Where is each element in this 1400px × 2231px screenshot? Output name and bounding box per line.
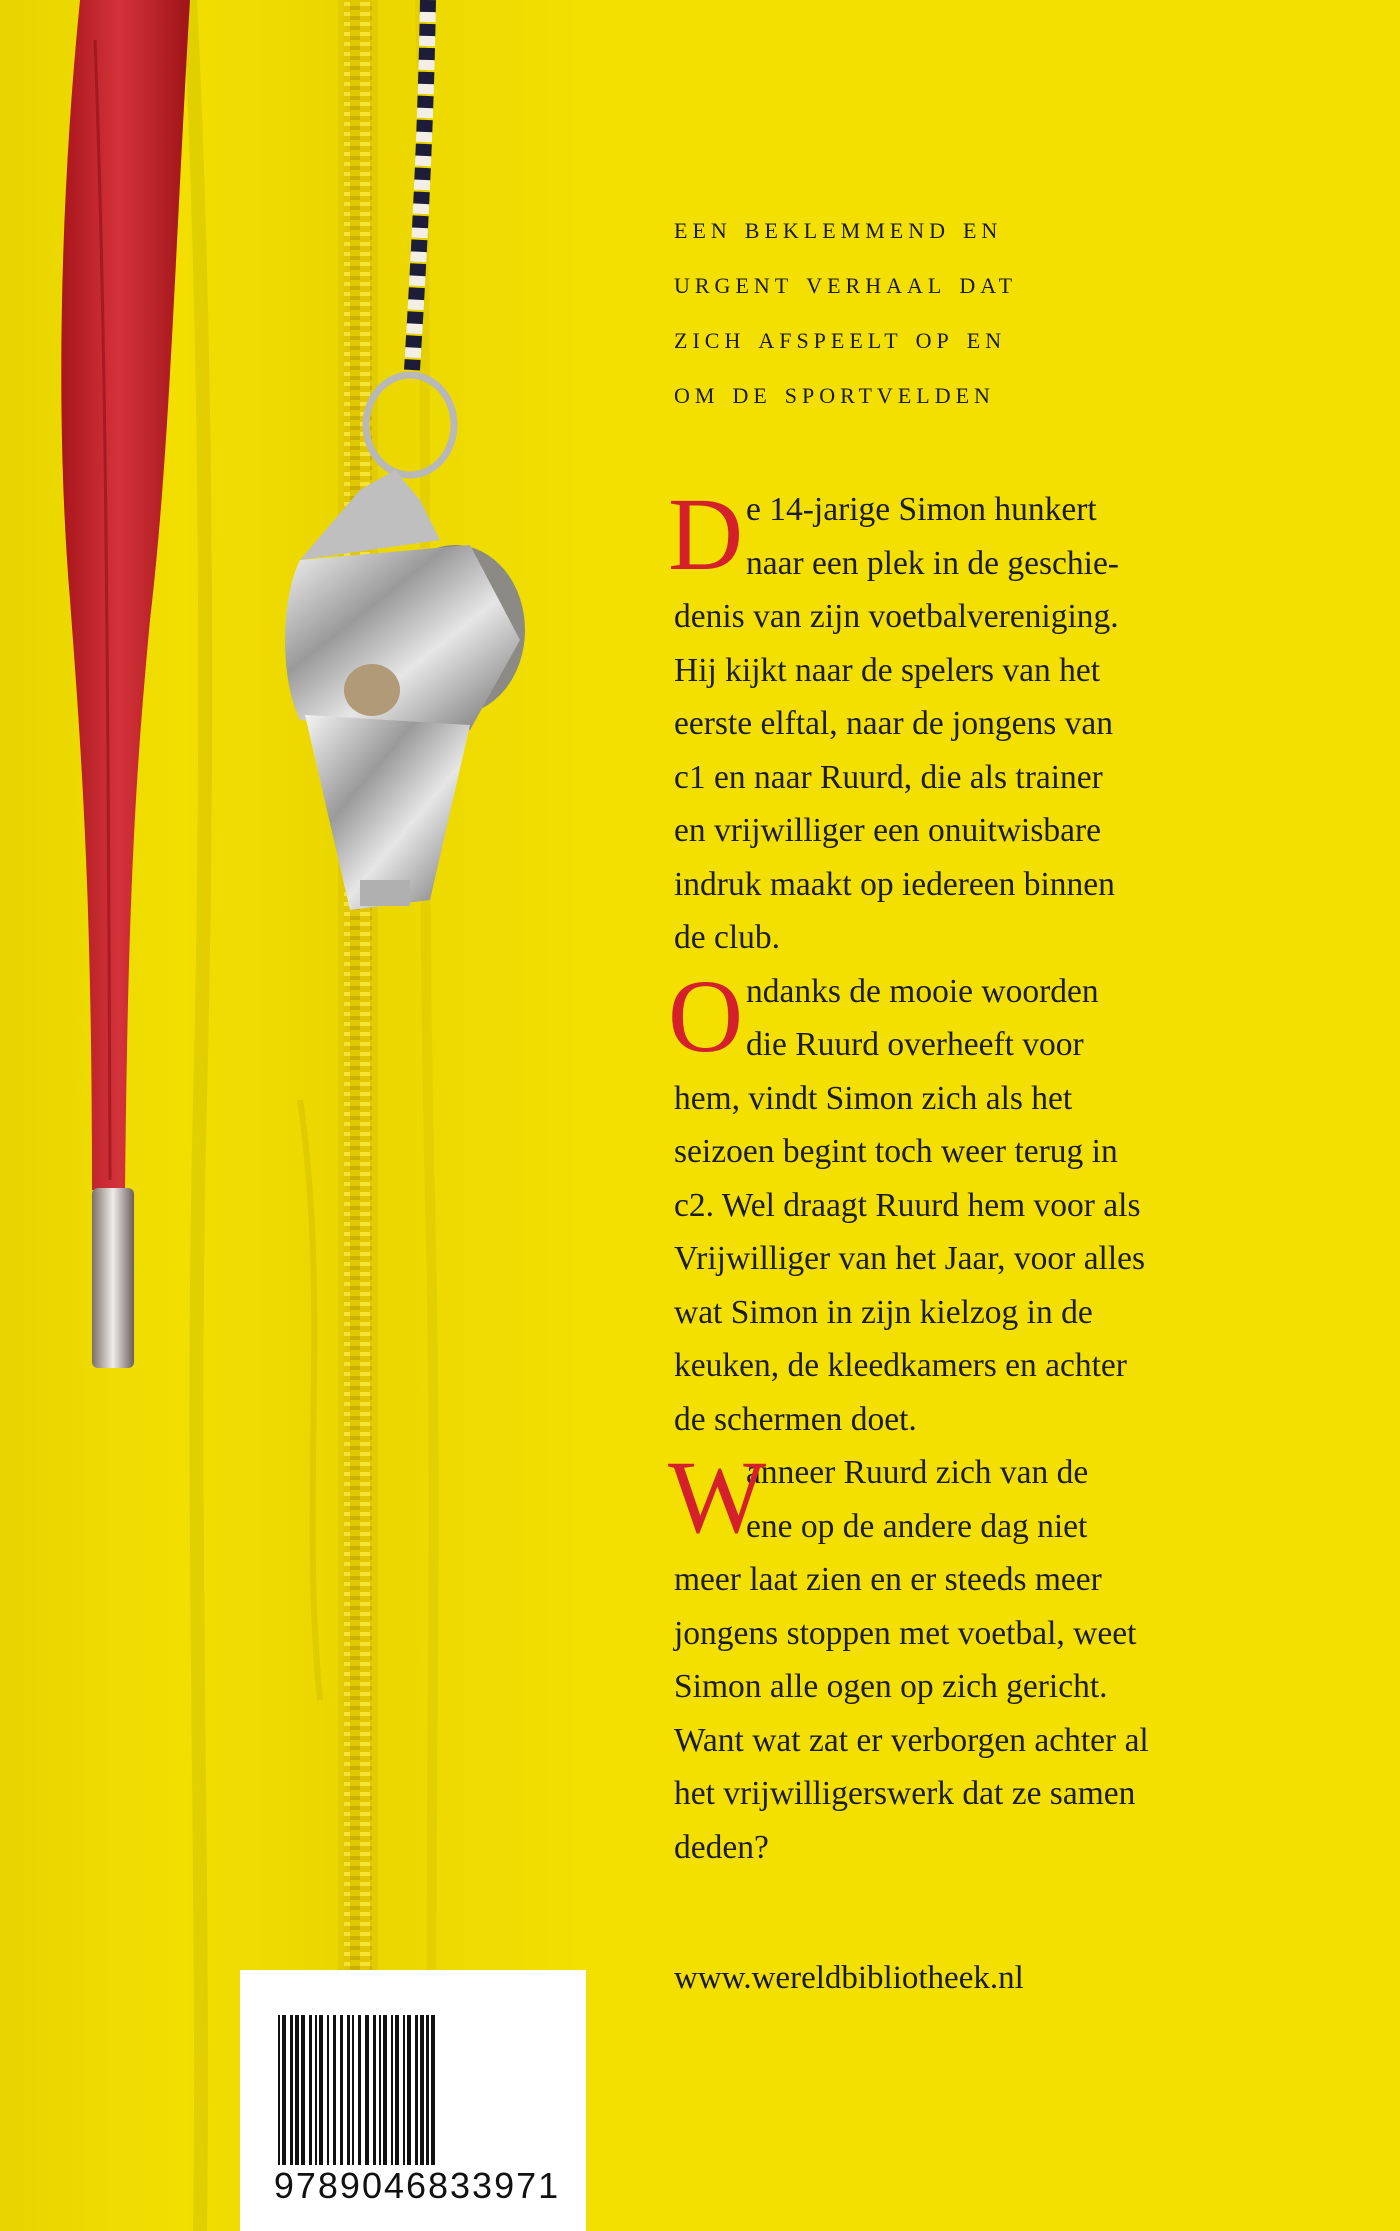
blurb-paragraph (668, 477, 1234, 965)
barcode-bar (407, 2015, 411, 2165)
blurb-line: keuken, de kleedkamers en achter (674, 1347, 1127, 1384)
blurb-line: Hij kijkt naar de spelers van het (674, 651, 1101, 689)
blurb-line: c1 en naar Ruurd, die als trainer (674, 758, 1103, 796)
drop-cap: W (668, 1440, 767, 1555)
barcode-bar (358, 2015, 361, 2165)
tagline-line: zich afspeelt op en (674, 319, 1007, 355)
barcode-bar (278, 2015, 280, 2165)
barcode-bar (379, 2015, 381, 2165)
cover-photo (0, 0, 588, 2231)
blurb-line: Simon alle ogen op zich gericht. (674, 1668, 1108, 1705)
barcode-bar (420, 2015, 424, 2165)
barcode-bar (301, 2015, 305, 2165)
photo-illustration (0, 0, 588, 2231)
blurb-line: meer laat zien en er steeds meer (674, 1561, 1102, 1598)
blurb-line: eerste elftal, naar de jongens van (674, 705, 1114, 742)
barcode-bar (327, 2015, 329, 2165)
barcode-bar (391, 2015, 393, 2165)
blurb-line: naar een plek in de geschie- (746, 544, 1119, 582)
barcode-bar (365, 2015, 369, 2165)
blurb-line: het vrijwilligerswerk dat ze samen (674, 1775, 1136, 1812)
blurb-line: c2. Wel draagt Ruurd hem voor als (674, 1186, 1141, 1224)
barcode-bar (431, 2015, 435, 2165)
barcode-bar (373, 2015, 376, 2165)
barcode-bar (319, 2015, 323, 2165)
barcode-bar (415, 2015, 418, 2165)
blurb-line: seizoen begint toch weer terug in (674, 1133, 1118, 1170)
barcode-bar (295, 2015, 299, 2165)
blurb-line: indruk maakt op iedereen binnen (674, 865, 1115, 903)
blurb-line: de schermen doet. (674, 1400, 917, 1438)
tagline (674, 200, 1314, 420)
tagline-line: urgent verhaal dat (674, 264, 1018, 300)
drop-cap: O (668, 958, 744, 1074)
whistle-icon (285, 470, 525, 910)
barcode-bar (315, 2015, 317, 2165)
barcode-bar (395, 2015, 399, 2165)
barcode-bar (333, 2015, 336, 2165)
blurb-line: die Ruurd overheeft voor (746, 1026, 1084, 1063)
barcode-bar (347, 2015, 350, 2165)
blurb-line: anneer Ruurd zich van de (746, 1454, 1089, 1491)
blurb-line: wat Simon in zijn kielzog in de (674, 1293, 1093, 1331)
blurb-line: ene op de andere dag niet (746, 1507, 1088, 1545)
blurb-line: jongens stoppen met voetbal, weet (674, 1614, 1137, 1652)
blurb-line: de club. (674, 919, 781, 956)
blurb-line: Want wat zat er verborgen achter al (674, 1721, 1149, 1759)
blurb-line: deden? (674, 1828, 769, 1866)
barcode (240, 1970, 586, 2231)
isbn-number: 9789046833971 (273, 2165, 561, 2206)
blurb-line: Vrijwilliger van het Jaar, voor alles (674, 1240, 1146, 1277)
blurb-line: en vrijwilliger een onuitwisbare (674, 812, 1101, 849)
tagline-line: een beklemmend en (674, 209, 1003, 245)
barcode-bar (290, 2015, 293, 2165)
barcode-bar (403, 2015, 405, 2165)
blurb-paragraph (668, 958, 1234, 1447)
blurb-line: denis van zijn voetbalvereniging. (674, 598, 1119, 635)
barcode-bar (309, 2015, 312, 2165)
barcode-bars (278, 2015, 548, 2165)
publisher-website[interactable]: www.wereldbibliotheek.nl (674, 1960, 1024, 1996)
shoelace-icon (61, 0, 190, 1368)
barcode-bar (340, 2015, 343, 2165)
drop-cap: D (668, 477, 744, 592)
barcode-bar (352, 2015, 354, 2165)
blurb-line: ndanks de mooie woorden (746, 972, 1099, 1010)
blurb-paragraph (668, 1440, 1234, 1874)
barcode-bar (282, 2015, 286, 2165)
blurb (668, 477, 1234, 1874)
barcode-bar (383, 2015, 387, 2165)
blurb-line: hem, vindt Simon zich als het (674, 1079, 1073, 1117)
zipper (344, 0, 372, 2231)
blurb-line: e 14-jarige Simon hunkert (746, 491, 1097, 528)
tagline-line: om de sportvelden (674, 374, 995, 410)
barcode-bar (426, 2015, 429, 2165)
